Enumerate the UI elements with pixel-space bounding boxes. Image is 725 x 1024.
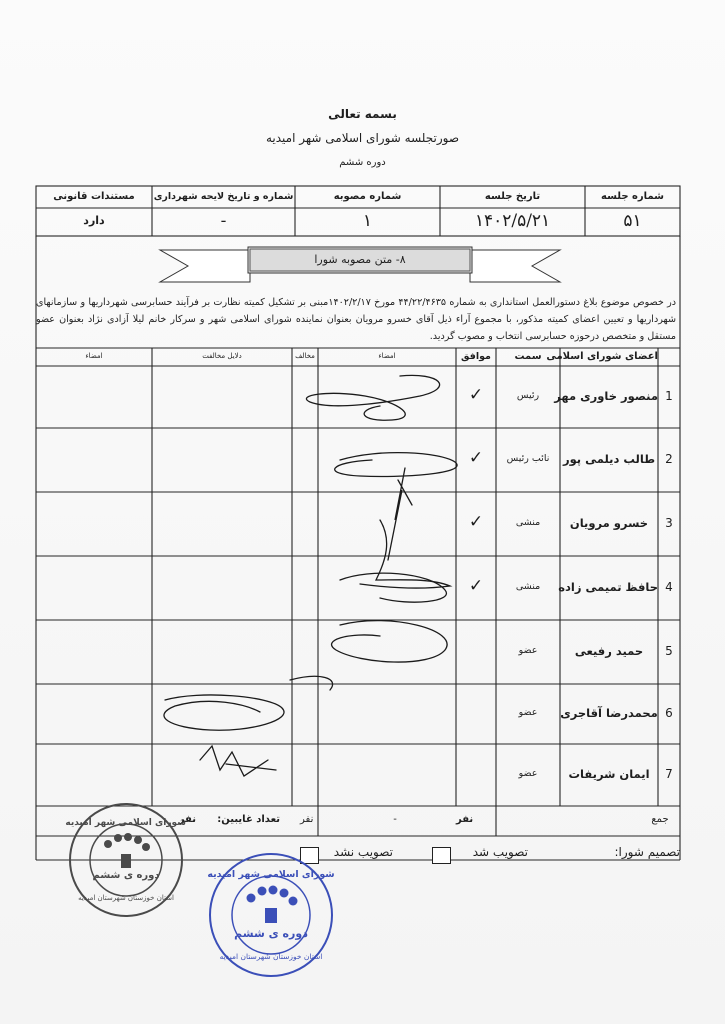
- decision-rejected-label: تصویب نشد: [333, 845, 393, 859]
- header-members: اعضای شورای اسلامی: [546, 351, 658, 362]
- member-name: خسرو مرویان: [569, 515, 649, 530]
- agree-check: ✓: [468, 448, 484, 469]
- row-number: 1: [665, 388, 673, 403]
- row-number: 2: [665, 451, 673, 466]
- decision-approved-label: تصویب شد: [472, 845, 528, 859]
- stamp-gray-bottom-text: استان خوزستان شهرستان امیدیه: [78, 894, 174, 902]
- document-title: صورتجلسه شورای اسلامی شهر امیدیه: [265, 131, 460, 145]
- member-role: عضو: [518, 707, 538, 719]
- row-number: 6: [665, 705, 673, 720]
- member-name: طالب دیلمی پور: [562, 451, 656, 466]
- value-resolution-number: ۱: [362, 211, 373, 231]
- stamp-blue-ring-text: شورای اسلامی شهر امیدیه: [207, 869, 335, 880]
- stamp-blue-bottom-text: استان خوزستان شهرستان امیدیه: [219, 952, 323, 961]
- header-bill-number-date: شماره و تاریخ لایحه شهرداری: [153, 191, 294, 202]
- agree-check: ✓: [468, 512, 484, 533]
- header-agree: موافق: [461, 351, 491, 362]
- member-name: محمدرضا آقاجری: [560, 705, 658, 720]
- term-label: دوره ششم: [339, 157, 386, 168]
- totals-label: جمع: [651, 814, 669, 825]
- stamp-gray-ring-text: شورای اسلامی شهر امیدیه: [65, 818, 186, 828]
- header-resolution-number: شماره مصوبه: [333, 191, 402, 202]
- value-session-number: ۵۱: [623, 211, 642, 231]
- totals-disagree-value: -: [393, 814, 397, 825]
- totals-absent-unit: نفر: [178, 814, 196, 825]
- member-role: عضو: [518, 768, 538, 780]
- decision-label: تصمیم شورا:: [614, 845, 680, 859]
- header-reasons: دلایل مخالفت: [202, 352, 242, 360]
- member-name: منصور خاوری مهر: [554, 388, 658, 403]
- row-number: 5: [665, 643, 673, 658]
- header-session-date: تاریخ جلسه: [484, 191, 541, 202]
- agree-check: ✓: [468, 576, 484, 597]
- member-name: ایمان شریفات: [568, 766, 650, 781]
- stamp-blue-center-text: دوره ی ششم: [234, 927, 308, 940]
- resolution-text: در خصوص موضوع بلاغ دستورالعمل استانداری به شماره ۴۴/۲۲/۴۶۳۵ مورخ ۱۴۰۲/۲/۱۷مبنی بر تشکیل کمیته نظارت بر فرآیند حسابرسی شهرداریها و سازمانهای شهرداریها و تعیین اعضای کمیته مذکور، با مجموع آراء ذیل آقای خسرو مرویان بعنوان نماینده شورای اسلامی شهر و سرکار خانم لیلا آزادی نژاد بعنوان عضو مستقل و متخصص درحوزه حسابرسی انتخاب و مصوب گردید.: [36, 297, 676, 342]
- row-number: 4: [665, 579, 673, 594]
- header-legal-basis: مستندات قانونی: [53, 191, 135, 202]
- header-position: سمت: [514, 351, 542, 362]
- council-stamp-blue: [206, 850, 336, 980]
- totals-absent-label: تعداد غایبین:: [217, 814, 280, 825]
- value-bill-number-date: -: [220, 211, 227, 231]
- member-role: نائب رئیس: [506, 453, 550, 465]
- stamp-gray-center-text: دوره ی ششم: [92, 870, 160, 881]
- row-number: 3: [665, 515, 673, 530]
- member-role: منشی: [515, 517, 541, 529]
- ribbon-title: ۸- متن مصوبه شورا: [314, 253, 406, 266]
- member-role: منشی: [515, 581, 541, 593]
- value-session-date: ۱۴۰۲/۵/۲۱: [474, 211, 551, 231]
- member-role: رئیس: [516, 390, 540, 402]
- totals-agree-unit: نفر: [456, 814, 474, 825]
- value-legal-basis: دارد: [83, 214, 105, 227]
- header-session-number: شماره جلسه: [601, 191, 664, 202]
- council-stamp-gray: [66, 800, 186, 920]
- member-role: عضو: [518, 645, 538, 657]
- totals-disagree-unit: نفر: [300, 814, 314, 825]
- header-signature-2: امضاء: [85, 352, 103, 360]
- row-number: 7: [665, 766, 673, 781]
- header-disagree: مخالف: [295, 352, 315, 360]
- basmala: بسمه تعالی: [328, 107, 397, 121]
- header-signature: امضاء: [378, 352, 396, 360]
- member-name: حمید رفیعی: [574, 643, 644, 658]
- member-name: حافظ تمیمی زاده: [558, 579, 658, 594]
- agree-check: ✓: [468, 385, 484, 406]
